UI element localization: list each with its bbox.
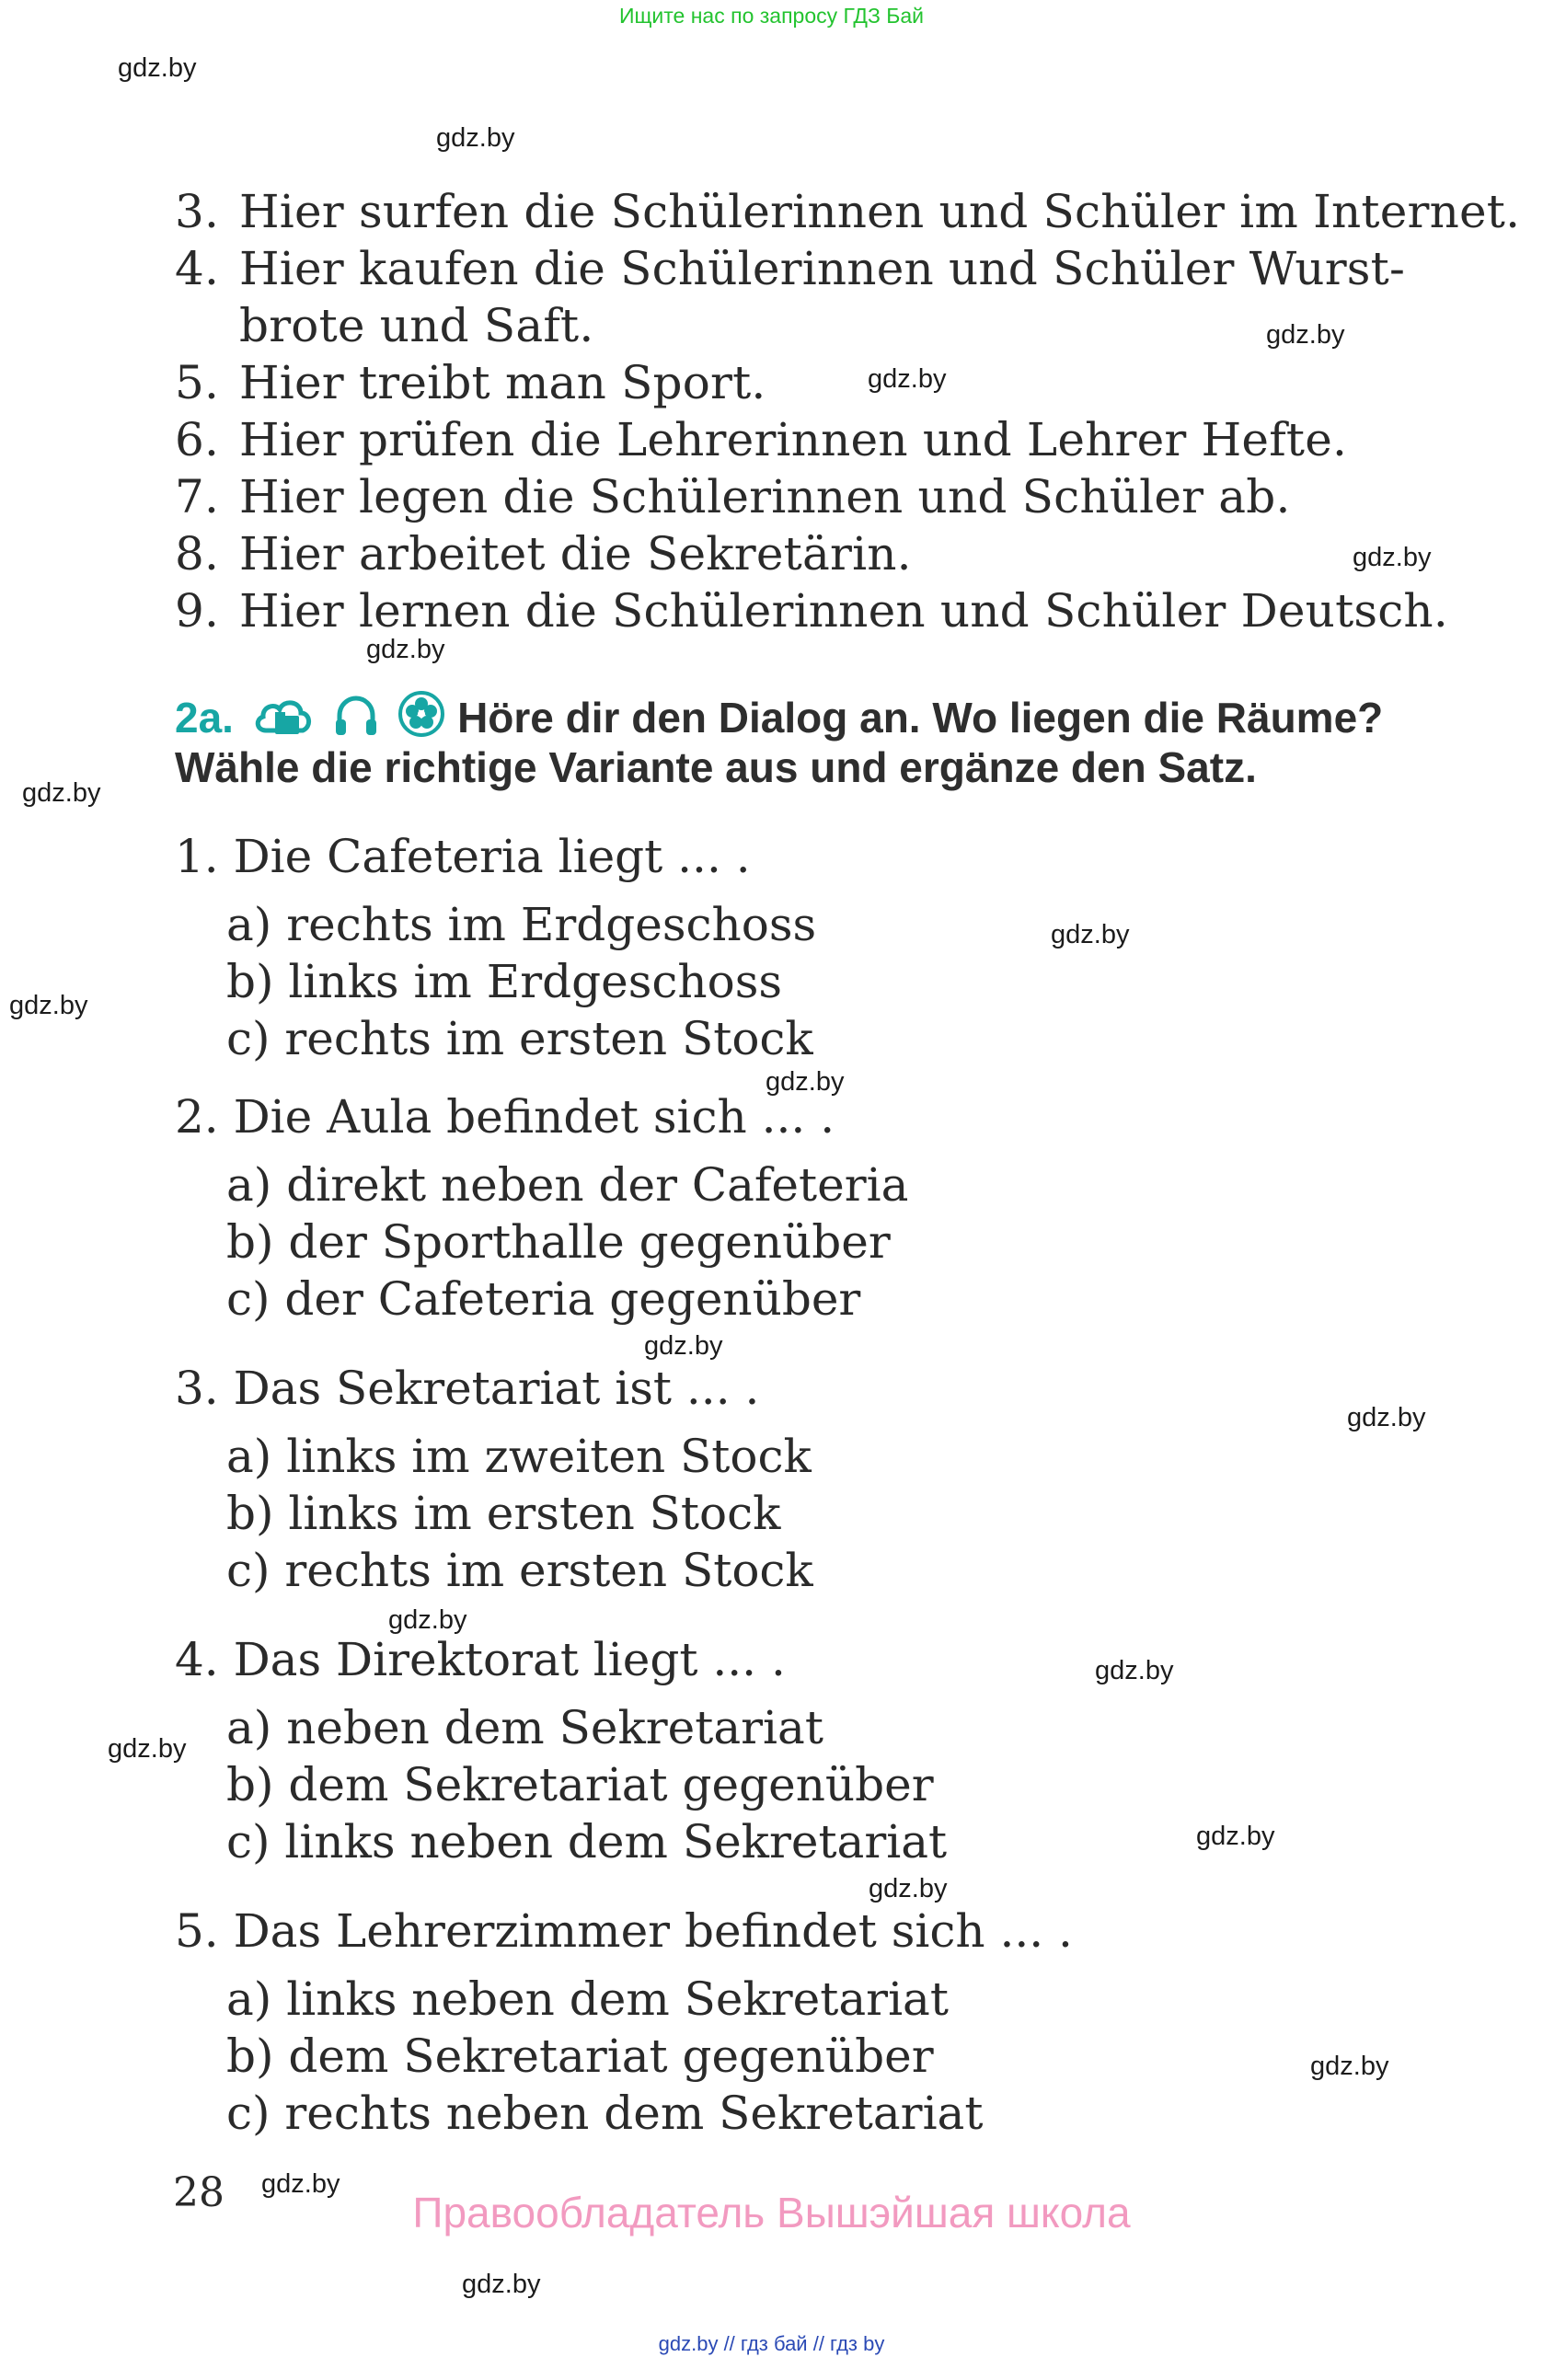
watermark: gdz.by xyxy=(436,123,515,153)
list-item: 3. Hier surfen die Schülerinnen und Schüler im Internet. xyxy=(175,185,1521,238)
question: 4. Das Direktorat liegt ... . xyxy=(175,1633,786,1686)
list-item: 6. Hier prüfen die Lehrerinnen und Lehrer Hefte. xyxy=(175,413,1348,466)
answer-option: a) neben dem Sekretariat xyxy=(226,1701,823,1754)
exercise-instruction-line2: Wähle die richtige Variante aus und ergänze den Satz. xyxy=(175,743,1257,791)
exercise-instruction-line1: Höre dir den Dialog an. Wo liegen die Räume? xyxy=(457,694,1384,742)
watermark: gdz.by xyxy=(1196,1822,1275,1851)
headphones-icon xyxy=(333,694,379,749)
answer-option: b) dem Sekretariat gegenüber xyxy=(226,1758,934,1811)
answer-option: a) direkt neben der Cafeteria xyxy=(226,1158,909,1212)
watermark: gdz.by xyxy=(1353,543,1432,572)
answer-option: b) dem Sekretariat gegenüber xyxy=(226,2029,934,2083)
page-number: 28 xyxy=(173,2169,225,2216)
list-item: 9. Hier lernen die Schülerinnen und Schüler Deutsch. xyxy=(175,584,1448,638)
footer-links: gdz.by // гдз бай // гдз by xyxy=(658,2332,885,2355)
watermark: gdz.by xyxy=(118,53,197,83)
watermark: gdz.by xyxy=(9,991,88,1020)
header-note: Ищите нас по запросу ГДЗ Бай xyxy=(618,4,925,28)
answer-option: b) links im ersten Stock xyxy=(226,1487,781,1540)
watermark: gdz.by xyxy=(462,2270,541,2299)
answer-option: c) rechts im ersten Stock xyxy=(226,1544,813,1597)
list-item: brote und Saft. xyxy=(239,299,594,352)
watermark: gdz.by xyxy=(1051,920,1130,949)
watermark: gdz.by xyxy=(388,1605,467,1635)
answer-option: c) rechts im ersten Stock xyxy=(226,1012,813,1065)
answer-option: b) links im Erdgeschoss xyxy=(226,955,783,1008)
question: 1. Die Cafeteria liegt ... . xyxy=(175,830,751,883)
cloud-folder-icon xyxy=(253,694,314,749)
answer-option: c) der Cafeteria gegenüber xyxy=(226,1272,861,1326)
watermark: gdz.by xyxy=(22,778,101,808)
answer-option: a) links neben dem Sekretariat xyxy=(226,1972,949,2026)
watermark: gdz.by xyxy=(1310,2052,1389,2081)
list-item: 7. Hier legen die Schülerinnen und Schüler ab. xyxy=(175,470,1291,523)
exercise-number: 2a. xyxy=(175,694,234,742)
exercise-heading xyxy=(175,690,1383,749)
answer-option: c) rechts neben dem Sekretariat xyxy=(226,2087,984,2140)
watermark: gdz.by xyxy=(868,364,947,394)
list-item: 8. Hier arbeitet die Sekretärin. xyxy=(175,527,912,581)
watermark: gdz.by xyxy=(261,2169,340,2199)
question: 5. Das Lehrerzimmer befindet sich ... . xyxy=(175,1904,1073,1958)
answer-option: c) links neben dem Sekretariat xyxy=(226,1815,948,1868)
copyright-notice: Правообладатель Вышэйшая школа xyxy=(412,2189,1131,2236)
watermark: gdz.by xyxy=(1266,320,1345,350)
answer-option: b) der Sporthalle gegenüber xyxy=(226,1215,891,1269)
list-item: 5. Hier treibt man Sport. xyxy=(175,356,766,409)
watermark: gdz.by xyxy=(1347,1403,1426,1432)
watermark: gdz.by xyxy=(1095,1656,1174,1685)
watermark: gdz.by xyxy=(108,1734,187,1764)
watermark: gdz.by xyxy=(644,1331,723,1361)
watermark: gdz.by xyxy=(366,635,445,664)
watermark: gdz.by xyxy=(869,1874,948,1903)
watermark: gdz.by xyxy=(766,1067,845,1097)
flower-icon xyxy=(397,690,445,749)
answer-option: a) rechts im Erdgeschoss xyxy=(226,898,817,951)
question: 2. Die Aula befindet sich ... . xyxy=(175,1090,835,1144)
list-item: 4. Hier kaufen die Schülerinnen und Schüler Wurst- xyxy=(175,242,1406,295)
question: 3. Das Sekretariat ist ... . xyxy=(175,1362,760,1415)
answer-option: a) links im zweiten Stock xyxy=(226,1430,812,1483)
